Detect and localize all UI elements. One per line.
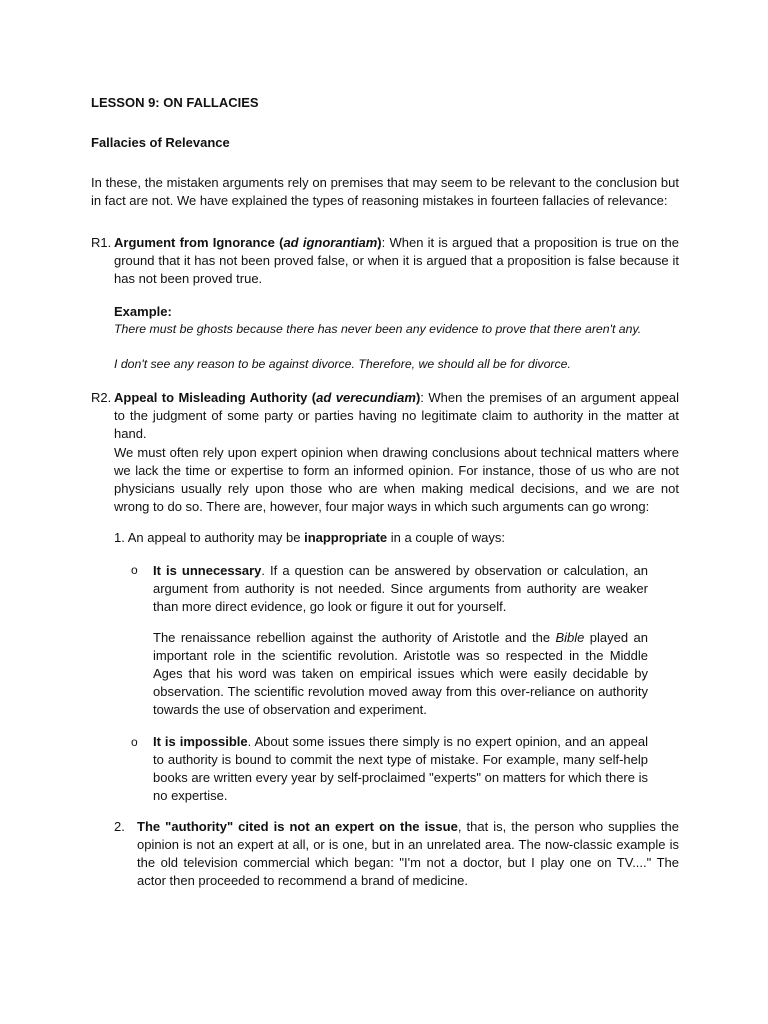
intro-paragraph: In these, the mistaken arguments rely on premises that may seem to be relevant to the conclusion but in fact are not. We have explained the types of reasoning mistakes in fourteen fallacies of relevance: [91, 175, 679, 208]
r1-latin: ad ignorantiam [283, 235, 378, 250]
point-1-keyword: inappropriate [304, 530, 388, 545]
sub-point-unnecessary: It is unnecessary. If a question can be answered by observation or calculation, an argument from authority is not needed. Since arguments from authority are weaker than more direct evidence, go look or figure it out for yourself. [153, 563, 648, 614]
section-title: Fallacies of Relevance [91, 135, 230, 150]
r2-definition: Appeal to Misleading Authority (ad verecundiam): When the premises of an argument appeal to the judgment of some party or parties having no legitimate claim to authority in the matter at hand. [114, 390, 679, 441]
bullet-marker: o [131, 563, 138, 577]
r1-number: R1. [91, 235, 112, 250]
point-2-keyword: The "authority" cited is not an expert on the issue [137, 819, 458, 834]
r1-definition: Argument from Ignorance (ad ignorantiam): When it is argued that a proposition is true on the ground that it has not been proved false, or when it is argued that a proposition is false because it has not been proved true. [114, 235, 679, 286]
lesson-title: LESSON 9: ON FALLACIES [91, 95, 259, 110]
sub-point-impossible-title: It is impossible [153, 734, 248, 749]
bible-italic: Bible [555, 630, 585, 645]
r2-point-2: The "authority" cited is not an expert on the issue, that is, the person who supplies the opinion is not an expert at all, or is one, but in an unrelated area. The now-classic example is the old television commercial which began: "I'm not a doctor, but I play one on TV...." The actor then proceeded to recommend a brand of medicine. [137, 819, 679, 888]
r1-title: Argument from Ignorance [114, 235, 275, 250]
r2-point-1: 1. An appeal to authority may be inappropriate in a couple of ways: [114, 530, 505, 545]
sub-point-impossible: It is impossible. About some issues there simply is no expert opinion, and an appeal to authority is bound to commit the next type of mistake. For example, many self-help books are written every year by self-proclaimed "experts" on matters for which there is no expertise. [153, 734, 648, 803]
point-2-number: 2. [114, 819, 125, 834]
r1-example-label: Example: [114, 304, 172, 319]
r2-number: R2. [91, 390, 112, 405]
r2-title: Appeal to Misleading Authority [114, 390, 308, 405]
r2-paragraph: We must often rely upon expert opinion when drawing conclusions about technical matters where we lack the time or expertise to form an informed opinion. For instance, those of us who are not physicians usually rely upon those who are when making medical decisions, and we are not wrong to do so. There are, however, four major ways in which such arguments can go wrong: [114, 445, 679, 514]
bullet-marker: o [131, 735, 138, 749]
aristotle-paragraph: The renaissance rebellion against the authority of Aristotle and the Bible played an important role in the scientific revolution. Aristotle was so respected in the Middle Ages that his word was taken on empirical issues which were easily decidable by observation. The scientific revolution moved away from this over-reliance on authority towards the use of observation and experiment. [153, 630, 648, 717]
r1-example-2: I don't see any reason to be against divorce. Therefore, we should all be for divorce. [114, 357, 571, 371]
sub-point-unnecessary-title: It is unnecessary [153, 563, 262, 578]
r1-text: : When it is argued that a proposition is true on the ground that it has not been proved false, or when it is argued that a proposition is false because it has not been proved true. [114, 235, 679, 286]
r2-text: : When the premises of an argument appeal to the judgment of some party or parties having no legitimate claim to authority in the matter at hand. [114, 390, 679, 441]
r1-example-1: There must be ghosts because there has never been any evidence to prove that there aren't any. [114, 322, 642, 336]
r2-latin: ad verecundiam [316, 390, 416, 405]
